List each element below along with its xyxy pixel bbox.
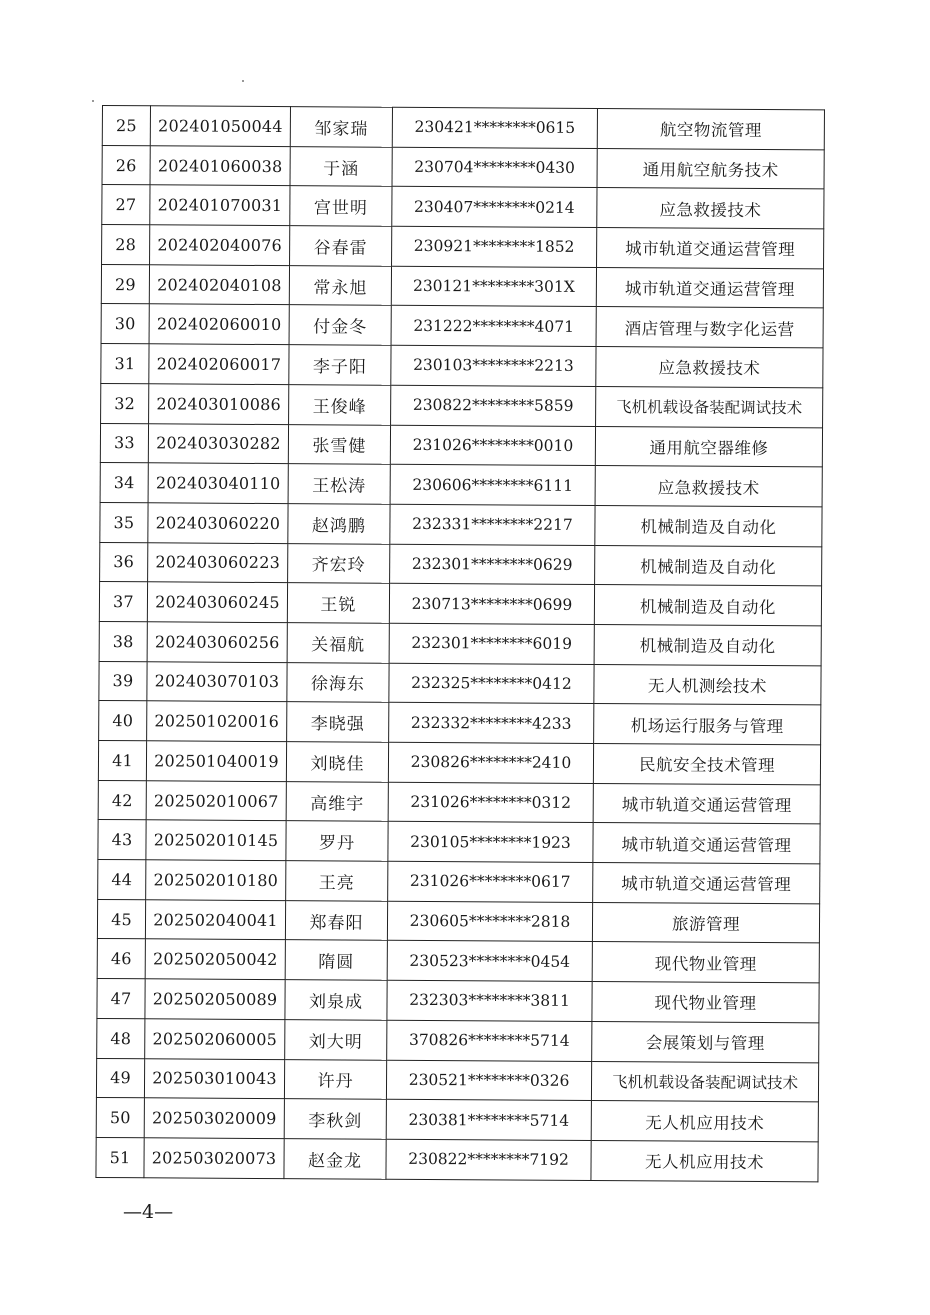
student-code-cell: 202403060223 <box>148 542 288 583</box>
major-cell: 会展策划与管理 <box>592 1021 819 1062</box>
student-name-cell: 刘大明 <box>285 1019 387 1059</box>
major-cell: 飞机机载设备装配调试技术 <box>596 386 823 427</box>
table-row <box>100 542 822 586</box>
table-row <box>100 423 822 467</box>
major-cell: 飞机机载设备装配调试技术 <box>591 1061 818 1102</box>
row-number-cell: 27 <box>102 185 150 225</box>
table-row <box>98 820 820 864</box>
table-row <box>102 145 824 189</box>
student-code-cell: 202501040019 <box>146 741 286 782</box>
table-row <box>100 502 822 546</box>
row-number-cell: 43 <box>98 820 146 860</box>
major-cell: 机械制造及自动化 <box>594 585 821 626</box>
student-code-cell: 202403070103 <box>147 661 287 702</box>
table-row <box>100 463 822 507</box>
id-number-cell: 230105********1923 <box>388 822 593 863</box>
id-number-cell: 230822********5859 <box>391 385 596 426</box>
id-number-cell: 232301********0629 <box>390 544 595 585</box>
student-name-cell: 李秋剑 <box>284 1099 386 1139</box>
scan-speck <box>92 100 94 102</box>
student-code-cell: 202403040110 <box>148 463 288 504</box>
row-number-cell: 35 <box>100 502 148 542</box>
row-number-cell: 41 <box>98 740 146 780</box>
table-row <box>99 701 821 745</box>
student-code-cell: 202502010067 <box>146 780 286 821</box>
student-code-cell: 202503020073 <box>144 1138 284 1179</box>
major-cell: 城市轨道交通运营管理 <box>593 783 820 824</box>
major-cell: 应急救援技术 <box>596 347 823 388</box>
student-code-cell: 202402060010 <box>149 304 289 345</box>
student-list-table <box>95 105 825 1182</box>
table-row <box>98 780 820 824</box>
student-name-cell: 徐海东 <box>287 662 389 702</box>
student-name-cell: 罗丹 <box>286 821 388 861</box>
student-code-cell: 202503010043 <box>144 1058 284 1099</box>
table-row <box>96 1137 818 1181</box>
table-row <box>99 621 821 665</box>
id-number-cell: 231026********0312 <box>388 782 593 823</box>
table-row <box>97 979 819 1023</box>
student-name-cell: 高维宇 <box>286 781 388 821</box>
student-code-cell: 202403010086 <box>149 384 289 425</box>
table-row <box>96 1098 818 1142</box>
row-number-cell: 42 <box>98 780 146 820</box>
id-number-cell: 231026********0010 <box>390 425 595 466</box>
major-cell: 酒店管理与数字化运营 <box>596 307 823 348</box>
id-number-cell: 232301********6019 <box>389 623 594 664</box>
major-cell: 通用航空航务技术 <box>597 148 824 189</box>
student-name-cell: 齐宏玲 <box>288 543 390 583</box>
student-name-cell: 张雪健 <box>288 424 390 464</box>
scan-speck <box>242 80 244 82</box>
table-row <box>101 383 823 427</box>
id-number-cell: 231026********0617 <box>388 861 593 902</box>
major-cell: 无人机测绘技术 <box>594 664 821 705</box>
major-cell: 通用航空器维修 <box>595 426 822 467</box>
table-row <box>101 264 823 308</box>
id-number-cell: 230704********0430 <box>392 147 597 188</box>
student-name-cell: 谷春雷 <box>290 226 392 266</box>
row-number-cell: 37 <box>99 582 147 622</box>
major-cell: 应急救援技术 <box>597 188 824 229</box>
major-cell: 城市轨道交通运营管理 <box>593 823 820 864</box>
student-code-cell: 202502040041 <box>145 900 285 941</box>
major-cell: 无人机应用技术 <box>591 1140 818 1181</box>
student-code-cell: 202502060005 <box>145 1019 285 1060</box>
student-code-cell: 202503020009 <box>144 1098 284 1139</box>
major-cell: 城市轨道交通运营管理 <box>596 267 823 308</box>
row-number-cell: 34 <box>100 463 148 503</box>
major-cell: 旅游管理 <box>592 902 819 943</box>
table-row <box>98 740 820 784</box>
major-cell: 现代物业管理 <box>592 942 819 983</box>
major-cell: 城市轨道交通运营管理 <box>597 228 824 269</box>
student-code-cell: 202502010145 <box>146 820 286 861</box>
student-name-cell: 许丹 <box>284 1059 386 1099</box>
major-cell: 城市轨道交通运营管理 <box>593 863 820 904</box>
major-cell: 机械制造及自动化 <box>595 545 822 586</box>
student-name-cell: 关福航 <box>287 623 389 663</box>
row-number-cell: 47 <box>97 979 145 1019</box>
student-code-cell: 202402060017 <box>149 344 289 385</box>
student-code-cell: 202403060220 <box>148 503 288 544</box>
table-row <box>101 304 823 348</box>
table-row <box>102 106 824 150</box>
student-code-cell: 202402040076 <box>150 225 290 266</box>
row-number-cell: 39 <box>99 661 147 701</box>
row-number-cell: 38 <box>99 621 147 661</box>
student-code-cell: 202502050089 <box>145 979 285 1020</box>
row-number-cell: 44 <box>98 860 146 900</box>
table-row <box>98 860 820 904</box>
id-number-cell: 230822********7192 <box>386 1139 591 1180</box>
table-row <box>101 344 823 388</box>
major-cell: 民航安全技术管理 <box>593 744 820 785</box>
table-row <box>99 582 821 626</box>
student-name-cell: 王俊峰 <box>289 384 391 424</box>
row-number-cell: 36 <box>100 542 148 582</box>
row-number-cell: 51 <box>96 1137 144 1177</box>
id-number-cell: 230606********6111 <box>390 464 595 505</box>
row-number-cell: 31 <box>101 344 149 384</box>
table-row <box>97 939 819 983</box>
major-cell: 现代物业管理 <box>592 982 819 1023</box>
student-code-cell: 202401070031 <box>150 185 290 226</box>
id-number-cell: 230921********1852 <box>392 226 597 267</box>
row-number-cell: 50 <box>96 1098 144 1138</box>
student-name-cell: 王亮 <box>286 861 388 901</box>
id-number-cell: 370826********5714 <box>387 1020 592 1061</box>
student-name-cell: 王锐 <box>287 583 389 623</box>
major-cell: 机场运行服务与管理 <box>594 704 821 745</box>
id-number-cell: 230381********5714 <box>386 1099 591 1140</box>
major-cell: 航空物流管理 <box>597 109 824 150</box>
student-code-cell: 202403060256 <box>147 622 287 663</box>
row-number-cell: 49 <box>96 1058 144 1098</box>
student-name-cell: 郑春阳 <box>285 900 387 940</box>
table-row <box>102 185 824 229</box>
major-cell: 机械制造及自动化 <box>594 624 821 665</box>
id-number-cell: 232325********0412 <box>389 663 594 704</box>
row-number-cell: 33 <box>100 423 148 463</box>
table-row <box>102 225 824 269</box>
id-number-cell: 231222********4071 <box>391 306 596 347</box>
major-cell: 无人机应用技术 <box>591 1101 818 1142</box>
table-row <box>96 1058 818 1102</box>
id-number-cell: 230523********0454 <box>387 941 592 982</box>
id-number-cell: 230826********2410 <box>388 742 593 783</box>
table-row <box>99 661 821 705</box>
row-number-cell: 48 <box>97 1018 145 1058</box>
student-code-cell: 202501020016 <box>147 701 287 742</box>
id-number-cell: 230407********0214 <box>392 187 597 228</box>
row-number-cell: 29 <box>101 264 149 304</box>
table-row <box>97 1018 819 1062</box>
major-cell: 机械制造及自动化 <box>595 505 822 546</box>
row-number-cell: 30 <box>101 304 149 344</box>
student-code-cell: 202403060245 <box>147 582 287 623</box>
student-name-cell: 李子阳 <box>289 345 391 385</box>
student-code-cell: 202403030282 <box>148 423 288 464</box>
major-cell: 应急救援技术 <box>595 466 822 507</box>
row-number-cell: 28 <box>102 225 150 265</box>
student-name-cell: 赵鸿鹏 <box>288 504 390 544</box>
id-number-cell: 230421********0615 <box>392 107 597 148</box>
student-name-cell: 宫世明 <box>290 186 392 226</box>
row-number-cell: 46 <box>97 939 145 979</box>
student-name-cell: 刘晓佳 <box>286 742 388 782</box>
student-name-cell: 王松涛 <box>288 464 390 504</box>
student-code-cell: 202401050044 <box>150 106 290 147</box>
student-name-cell: 邹家瑞 <box>290 107 392 147</box>
student-code-cell: 202502010180 <box>146 860 286 901</box>
id-number-cell: 230605********2818 <box>387 901 592 942</box>
student-code-cell: 202402040108 <box>149 265 289 306</box>
id-number-cell: 232332********4233 <box>389 703 594 744</box>
student-name-cell: 付金冬 <box>289 305 391 345</box>
row-number-cell: 26 <box>102 145 150 185</box>
table-row <box>97 899 819 943</box>
student-name-cell: 常永旭 <box>289 265 391 305</box>
row-number-cell: 40 <box>99 701 147 741</box>
student-code-cell: 202502050042 <box>145 939 285 980</box>
student-name-cell: 隋圆 <box>285 940 387 980</box>
id-number-cell: 232331********2217 <box>390 504 595 545</box>
student-name-cell: 于涵 <box>290 146 392 186</box>
id-number-cell: 232303********3811 <box>387 980 592 1021</box>
id-number-cell: 230521********0326 <box>386 1060 591 1101</box>
id-number-cell: 230103********2213 <box>391 345 596 386</box>
table-body <box>96 106 825 1182</box>
row-number-cell: 32 <box>101 383 149 423</box>
student-name-cell: 刘泉成 <box>285 980 387 1020</box>
page-number: —4— <box>123 1201 174 1223</box>
row-number-cell: 25 <box>102 106 150 146</box>
row-number-cell: 45 <box>97 899 145 939</box>
student-name-cell: 李晓强 <box>287 702 389 742</box>
id-number-cell: 230121********301X <box>391 266 596 307</box>
student-name-cell: 赵金龙 <box>284 1139 386 1179</box>
id-number-cell: 230713********0699 <box>389 584 594 625</box>
student-code-cell: 202401060038 <box>150 145 290 186</box>
